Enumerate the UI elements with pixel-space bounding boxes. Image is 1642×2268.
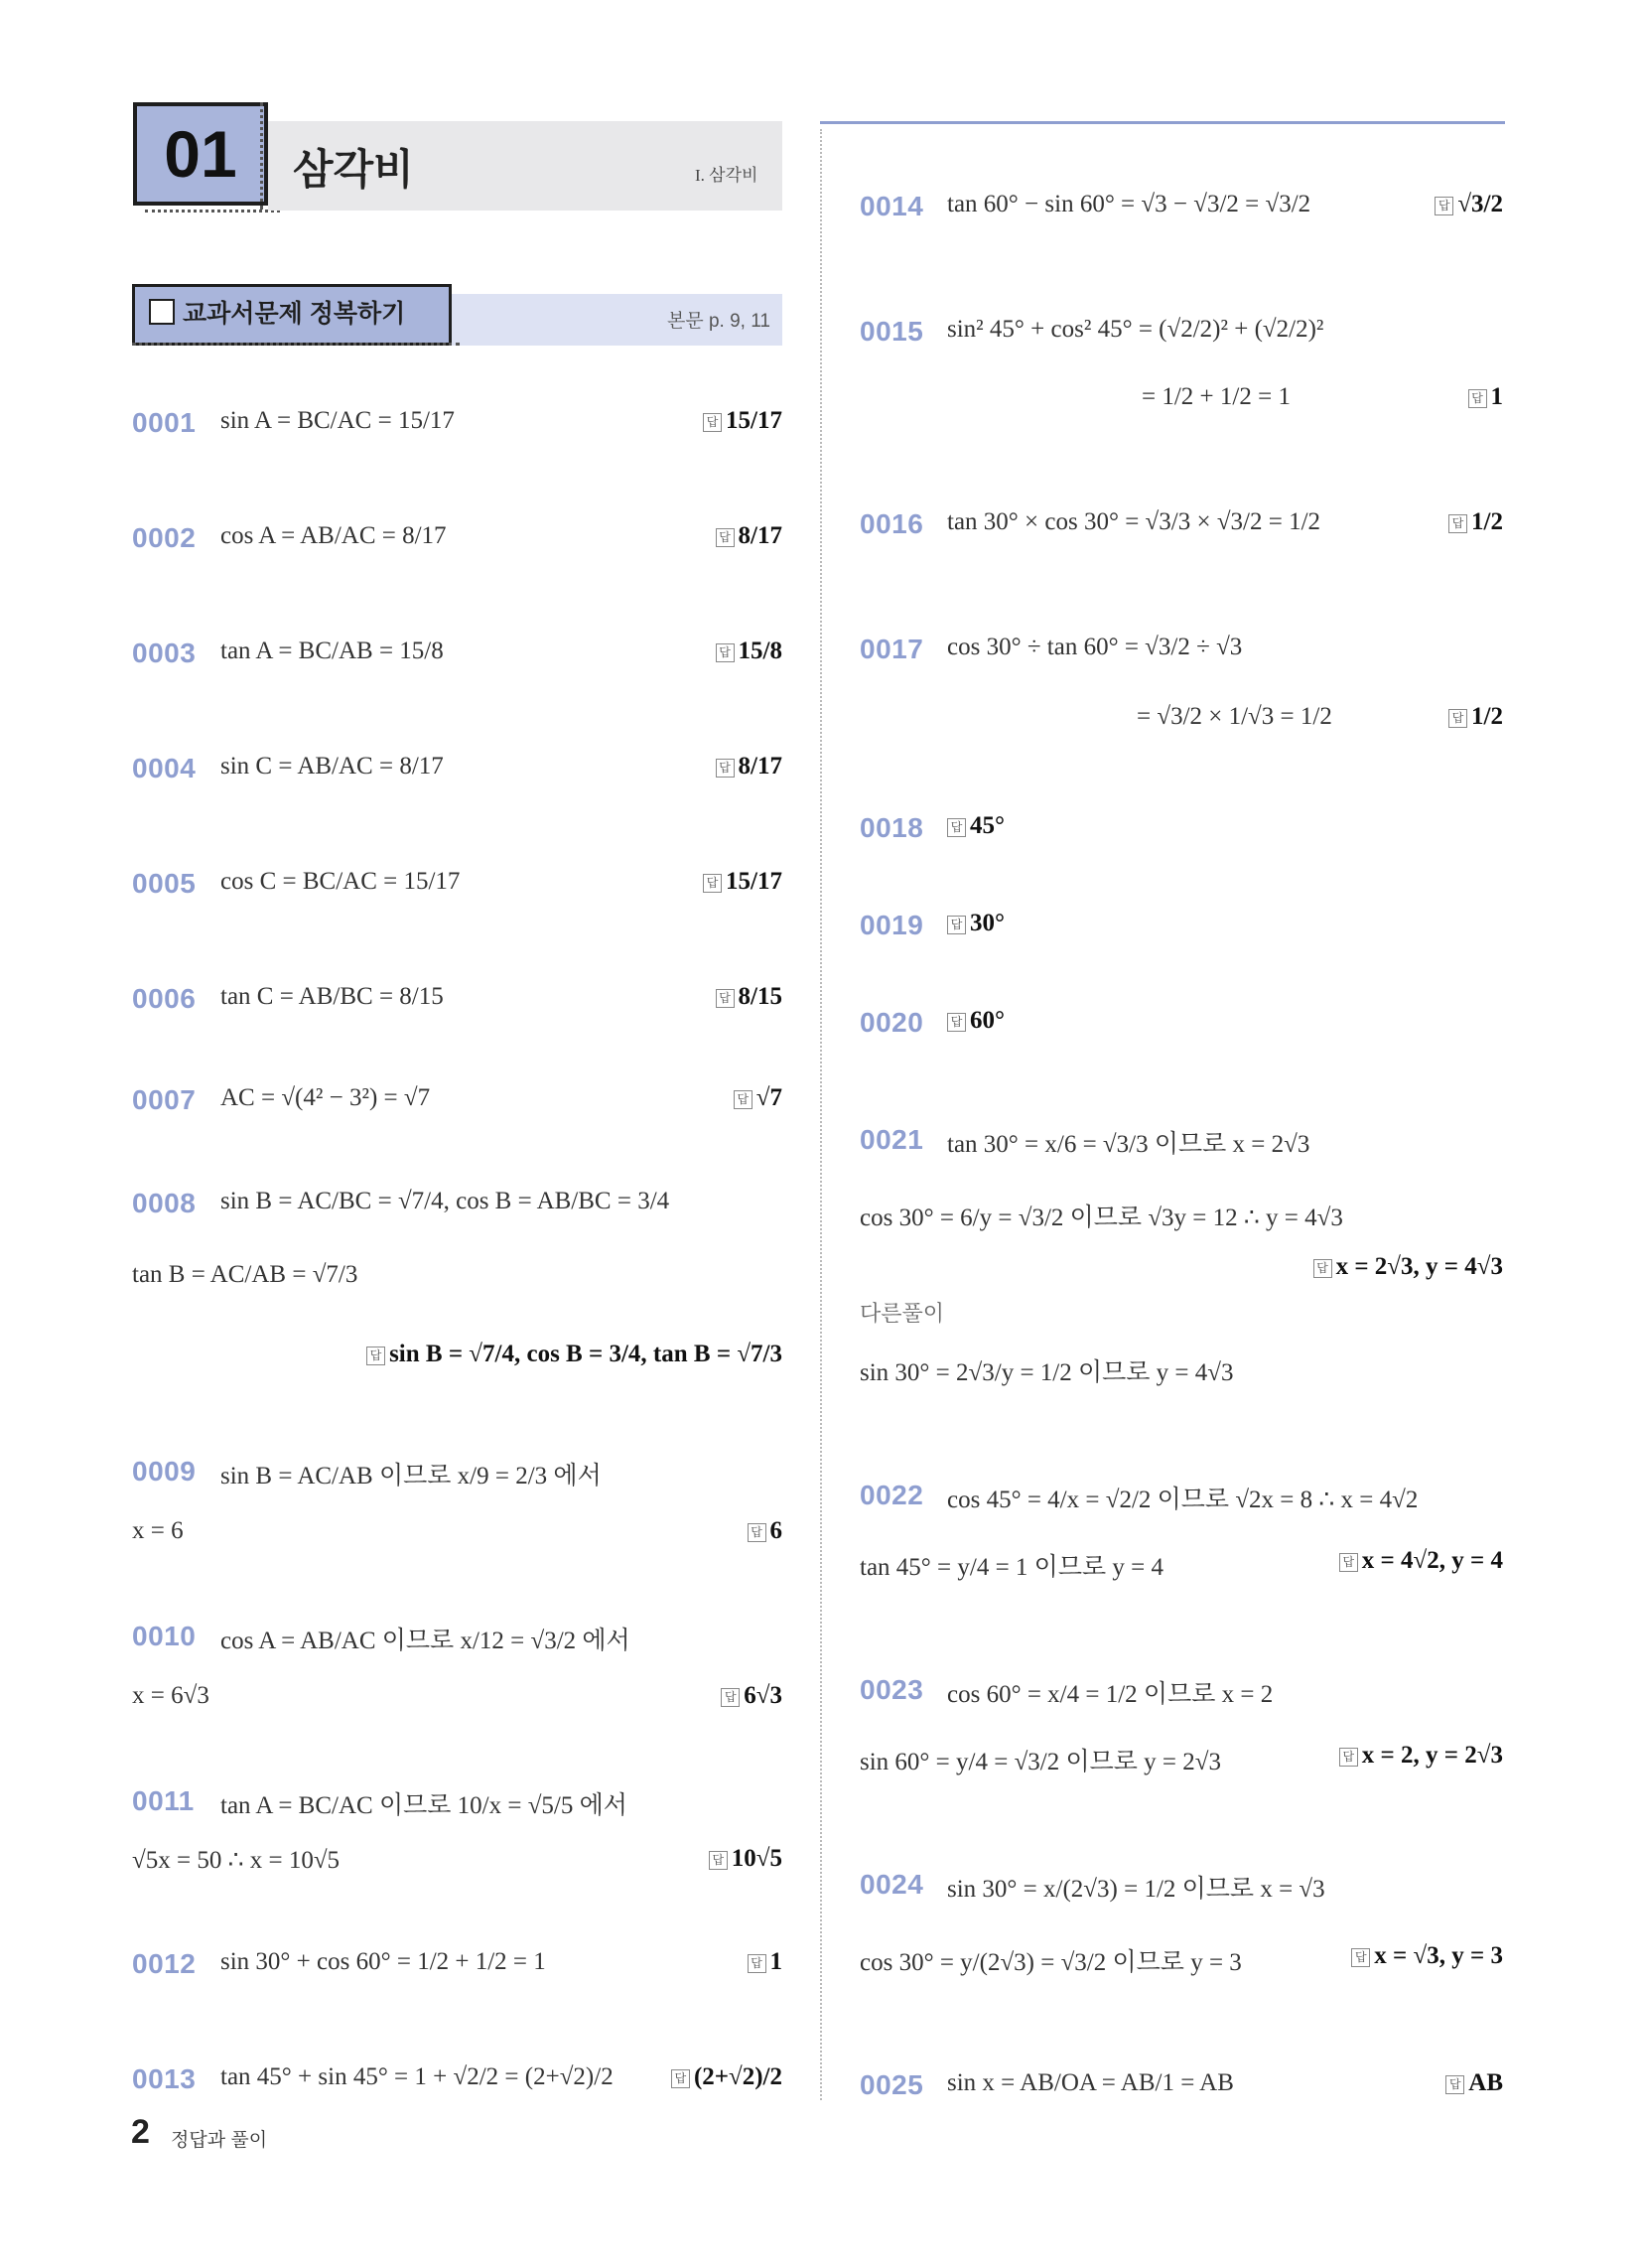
problem-solution: cos A = AB/AC 이므로 x/12 = √3/2 에서 <box>220 1628 630 1654</box>
problem-answer <box>734 1084 782 1112</box>
answer-value: 45° <box>970 812 1005 839</box>
problem-solution: cos C = BC/AC = 15/17 <box>220 868 461 895</box>
chapter-number: 01 <box>164 117 237 191</box>
answer-value: 8/17 <box>738 753 782 780</box>
problem-number: 0017 <box>860 634 924 664</box>
answer-value: 8/17 <box>738 522 782 549</box>
problem-answer <box>721 1682 782 1710</box>
answer-value: √3/2 <box>1457 191 1503 217</box>
answer-mark-icon: 답 <box>721 1688 740 1707</box>
problem-solution: sin C = AB/AC = 8/17 <box>220 753 444 780</box>
answer-mark-icon: 답 <box>716 528 735 547</box>
divider <box>145 210 280 213</box>
problem-solution: sin 30° = x/(2√3) = 1/2 이므로 x = √3 <box>947 1876 1325 1903</box>
answer-mark-icon: 답 <box>1448 709 1467 728</box>
divider <box>820 121 1505 124</box>
answer-value: AB <box>1468 2069 1503 2096</box>
answer-value: 1/2 <box>1471 703 1503 730</box>
problem-solution: sin B = AC/BC = √7/4, cos B = AB/BC = 3/4 <box>220 1188 670 1214</box>
chapter-title: 삼각비 <box>293 146 414 193</box>
pencil-note-icon <box>149 299 175 325</box>
problem-solution: tan 30° × cos 30° = √3/3 × √3/2 = 1/2 <box>947 508 1321 535</box>
problem-number: 0003 <box>132 638 197 668</box>
problem-solution-line2: tan 45° = y/4 = 1 이므로 y = 4 <box>860 1554 1163 1581</box>
problem-solution: sin A = BC/AC = 15/17 <box>220 407 455 434</box>
problem-solution: cos 45° = 4/x = √2/2 이므로 √2x = 8 ∴ x = 4√2 <box>947 1487 1419 1513</box>
problem-number: 0019 <box>860 910 924 940</box>
answer-mark-icon: 답 <box>748 1954 766 1973</box>
answer-mark-icon: 답 <box>1445 2075 1464 2094</box>
problem-answer <box>716 638 782 665</box>
answer-mark-icon: 답 <box>1339 1553 1358 1572</box>
problem-solution-line2: x = 6 <box>132 1517 184 1544</box>
answer-mark-icon: 답 <box>716 989 735 1008</box>
problem-number: 0012 <box>132 1948 197 1979</box>
problem-number: 0014 <box>860 191 924 221</box>
problem-number: 0024 <box>860 1869 924 1900</box>
problem-answer <box>703 407 782 435</box>
problem-number: 0013 <box>132 2063 197 2094</box>
problem-number: 0001 <box>132 407 197 438</box>
problem-solution-line2: tan B = AC/AB = √7/3 <box>132 1261 358 1288</box>
problem-solution: cos A = AB/AC = 8/17 <box>220 522 447 549</box>
problem-answer <box>1313 1253 1503 1281</box>
answer-mark-icon: 답 <box>716 643 735 662</box>
answer-mark-icon: 답 <box>1448 514 1467 533</box>
problem-solution: sin² 45° + cos² 45° = (√2/2)² + (√2/2)² <box>947 316 1324 343</box>
problem-solution: cos 30° ÷ tan 60° = √3/2 ÷ √3 <box>947 634 1243 660</box>
problem-number: 0025 <box>860 2069 924 2100</box>
problem-number: 0018 <box>860 812 924 843</box>
divider <box>260 102 263 210</box>
answer-mark-icon: 답 <box>748 1523 766 1542</box>
problem-solution: AC = √(4² − 3²) = √7 <box>220 1084 431 1111</box>
problem-number: 0007 <box>132 1084 197 1115</box>
answer-value: x = √3, y = 3 <box>1374 1942 1503 1969</box>
alternative-solution-label: 다른풀이 <box>860 1301 945 1326</box>
problem-solution: tan C = AB/BC = 8/15 <box>220 983 444 1010</box>
problem-solution: sin 30° + cos 60° = 1/2 + 1/2 = 1 <box>220 1948 546 1975</box>
problem-answer <box>1351 1942 1503 1970</box>
problem-number: 0021 <box>860 1124 924 1155</box>
problem-answer <box>716 753 782 780</box>
problem-solution: tan A = BC/AC 이므로 10/x = √5/5 에서 <box>220 1792 627 1819</box>
answer-mark-icon: 답 <box>703 413 722 432</box>
problem-answer <box>1468 383 1504 411</box>
problem-solution-line2: cos 30° = 6/y = √3/2 이므로 √3y = 12 ∴ y = 4√3 <box>860 1205 1343 1231</box>
answer-mark-icon: 답 <box>1339 1748 1358 1767</box>
problem-answer <box>947 910 1005 937</box>
problem-solution-line2: cos 30° = y/(2√3) = √3/2 이므로 y = 3 <box>860 1949 1242 1976</box>
problem-number: 0016 <box>860 508 924 539</box>
problem-answer <box>1339 1742 1503 1770</box>
answer-value: √7 <box>755 1084 782 1111</box>
answer-value: x = 2√3, y = 4√3 <box>1335 1253 1503 1280</box>
answer-mark-icon: 답 <box>1435 197 1453 215</box>
problem-solution: tan 45° + sin 45° = 1 + √2/2 = (2+√2)/2 <box>220 2063 614 2090</box>
problem-solution-line2: x = 6√3 <box>132 1682 209 1709</box>
answer-value: 6√3 <box>744 1682 782 1709</box>
problem-answer <box>709 1845 782 1873</box>
problem-number: 0010 <box>132 1621 197 1651</box>
answer-value: 30° <box>970 910 1005 936</box>
problem-number: 0020 <box>860 1007 924 1038</box>
answer-mark-icon: 답 <box>947 818 966 837</box>
answer-value: 10√5 <box>731 1845 782 1872</box>
problem-solution: cos 60° = x/4 = 1/2 이므로 x = 2 <box>947 1681 1274 1708</box>
answer-value: 15/17 <box>726 407 782 434</box>
problem-answer <box>1339 1547 1503 1575</box>
page-number: 2 <box>131 2113 150 2151</box>
answer-value: 8/15 <box>738 983 782 1010</box>
problem-solution: tan A = BC/AB = 15/8 <box>220 638 444 664</box>
problem-solution: sin B = AC/AB 이므로 x/9 = 2/3 에서 <box>220 1463 602 1489</box>
answer-value: x = 4√2, y = 4 <box>1361 1547 1503 1574</box>
unit-label: I. 삼각비 <box>695 166 758 185</box>
problem-solution: tan 60° − sin 60° = √3 − √3/2 = √3/2 <box>947 191 1311 217</box>
problem-answer <box>1435 191 1503 218</box>
section-title <box>149 294 405 330</box>
problem-solution-line2: = 1/2 + 1/2 = 1 <box>1142 383 1291 410</box>
answer-mark-icon: 답 <box>734 1090 753 1109</box>
problem-answer <box>716 522 782 550</box>
answer-mark-icon: 답 <box>947 1013 966 1032</box>
problem-answer <box>947 812 1005 840</box>
answer-mark-icon: 답 <box>1351 1948 1370 1967</box>
answer-value: 1 <box>769 1948 782 1975</box>
alternative-solution: sin 30° = 2√3/y = 1/2 이므로 y = 4√3 <box>860 1359 1234 1386</box>
answer-mark-icon: 답 <box>1313 1259 1332 1278</box>
problem-number: 0004 <box>132 753 197 783</box>
problem-solution-line2: = √3/2 × 1/√3 = 1/2 <box>1137 703 1332 730</box>
book-label: 정답과 풀이 <box>171 2130 268 2151</box>
problem-number: 0015 <box>860 316 924 347</box>
problem-number: 0005 <box>132 868 197 899</box>
problem-number: 0002 <box>132 522 197 553</box>
answer-value: 60° <box>970 1007 1005 1034</box>
answer-mark-icon: 답 <box>1468 389 1487 408</box>
answer-value: 1/2 <box>1471 508 1503 535</box>
problem-answer <box>703 868 782 896</box>
problem-answer <box>748 1517 783 1545</box>
problem-solution-line2: √5x = 50 ∴ x = 10√5 <box>132 1847 341 1874</box>
divider <box>132 343 460 346</box>
problem-answer <box>1448 703 1503 731</box>
answer-mark-icon: 답 <box>947 916 966 934</box>
problem-solution: sin x = AB/OA = AB/1 = AB <box>947 2069 1234 2096</box>
answer-value: 6 <box>769 1517 782 1544</box>
problem-answer <box>716 983 782 1011</box>
column-divider <box>820 129 822 2100</box>
answer-value: 1 <box>1490 383 1503 410</box>
answer-value: (2+√2)/2 <box>693 2063 782 2090</box>
problem-answer <box>947 1007 1005 1035</box>
problem-number: 0022 <box>860 1480 924 1510</box>
answer-value: 15/17 <box>726 868 782 895</box>
problem-number: 0023 <box>860 1674 924 1705</box>
answer-value: sin B = √7/4, cos B = 3/4, tan B = √7/3 <box>389 1341 782 1367</box>
answer-mark-icon: 답 <box>671 2069 690 2088</box>
problem-answer <box>671 2063 782 2091</box>
problem-answer <box>366 1341 782 1368</box>
problem-answer <box>1448 508 1503 536</box>
answer-value: 15/8 <box>738 638 782 664</box>
problem-solution: tan 30° = x/6 = √3/3 이므로 x = 2√3 <box>947 1131 1310 1158</box>
problem-answer <box>1445 2069 1503 2097</box>
problem-number: 0009 <box>132 1456 197 1487</box>
answer-mark-icon: 답 <box>703 874 722 893</box>
problem-number: 0006 <box>132 983 197 1014</box>
problem-answer <box>748 1948 783 1976</box>
problem-number: 0008 <box>132 1188 197 1218</box>
answer-mark-icon: 답 <box>716 759 735 778</box>
problem-solution-line2: sin 60° = y/4 = √3/2 이므로 y = 2√3 <box>860 1749 1222 1775</box>
answer-mark-icon: 답 <box>709 1851 728 1870</box>
answer-value: x = 2, y = 2√3 <box>1361 1742 1503 1769</box>
answer-mark-icon: 답 <box>366 1347 385 1365</box>
section-page-ref: 본문 p. 9, 11 <box>667 311 770 332</box>
problem-number: 0011 <box>132 1785 195 1816</box>
section-title-text: 교과서문제 정복하기 <box>183 300 406 328</box>
